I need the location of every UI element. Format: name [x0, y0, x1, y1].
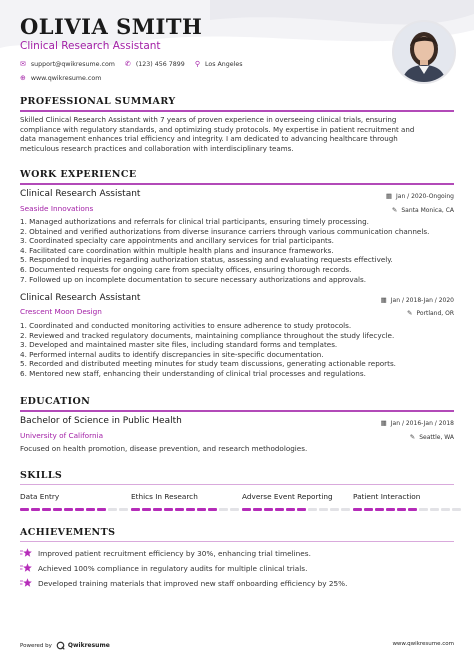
achievements-divider	[20, 541, 454, 542]
phone-text: (123) 456 7899	[135, 60, 185, 68]
star-icon	[20, 578, 32, 588]
skill-dot	[319, 508, 328, 511]
education-description: Focused on health promotion, disease prevention, and research methodologies.	[20, 444, 308, 453]
location-contact	[195, 60, 243, 68]
job-dates	[386, 192, 454, 200]
qwikresume-logo-icon	[56, 641, 65, 650]
achievement-text: Improved patient recruitment efficiency by 30%, enhancing trial timelines.	[38, 548, 311, 558]
job-bullets	[20, 321, 460, 379]
skill-label: Adverse Event Reporting	[242, 492, 333, 501]
job-company[interactable]: Seaside Innovations	[20, 204, 94, 213]
skills-divider	[20, 484, 454, 485]
globe-icon: ⊕	[20, 74, 26, 82]
list-item: 4. Facilitated care coordination within multiple health plans and insurance frameworks.	[20, 245, 334, 255]
website-text: www.qwikresume.com	[30, 74, 102, 82]
pushpin-icon: ✎	[391, 206, 398, 214]
job-dates	[381, 296, 454, 304]
skill-label: Data Entry	[20, 492, 60, 501]
profile-photo	[392, 20, 456, 84]
skill-dot	[142, 508, 151, 511]
education-location	[410, 433, 454, 441]
summary-heading: PROFESSIONAL SUMMARY	[20, 96, 176, 107]
skill-dot	[308, 508, 317, 511]
website-contact[interactable]	[20, 74, 101, 82]
skill-dot	[419, 508, 428, 511]
list-item: 5. Responded to inquiries regarding authorization status, assessing and evaluating requests effectively.	[20, 255, 393, 265]
footer-url[interactable]: www.qwikresume.com	[392, 641, 454, 647]
skill-dot	[197, 508, 206, 511]
footer-branding	[20, 641, 110, 650]
skill-dot	[108, 508, 117, 511]
skill-dot	[64, 508, 73, 511]
achievement-item	[20, 548, 311, 558]
skill-dot	[153, 508, 162, 511]
achievement-text: Achieved 100% compliance in regulatory audits for multiple clinical trials.	[38, 563, 308, 573]
candidate-title: Clinical Research Assistant	[20, 40, 161, 52]
skill-dot	[341, 508, 350, 511]
skill-dot	[364, 508, 373, 511]
list-item: 1. Coordinated and conducted monitoring activities to ensure adherence to study protocols.	[20, 321, 352, 330]
list-item: 3. Coordinated specialty care appointments and ancillary services for trial participants.	[20, 236, 334, 246]
achievement-text: Developed training materials that improved new staff onboarding efficiency by 25%.	[38, 578, 348, 588]
skill-dot	[86, 508, 95, 511]
skill-dot	[441, 508, 450, 511]
pushpin-icon: ✎	[409, 433, 416, 441]
list-item: 6. Documented requests for ongoing care from specialty offices, ensuring thorough records.	[20, 264, 352, 274]
brand-text: Qwikresume	[67, 642, 110, 649]
skill-dot	[119, 508, 128, 511]
job-bullets	[20, 217, 460, 284]
skill-dot	[53, 508, 62, 511]
brand-link[interactable]	[56, 641, 110, 650]
skill-dot	[430, 508, 439, 511]
skill-rating	[353, 508, 463, 511]
skill-dot	[31, 508, 40, 511]
summary-line: meticulous research practices and collaboration with interdisciplinary teams.	[20, 143, 294, 153]
skill-rating	[20, 508, 130, 511]
skill-dot	[131, 508, 140, 511]
skill-dot	[230, 508, 239, 511]
calendar-icon: ▦	[385, 192, 393, 200]
skill-dot	[175, 508, 184, 511]
skill-rating	[242, 508, 352, 511]
star-icon	[20, 548, 32, 558]
skill-dot	[75, 508, 84, 511]
skill-dot	[97, 508, 106, 511]
achievement-item	[20, 578, 347, 588]
list-item: 3. Developed and maintained master site files, including standard forms and templates.	[20, 340, 338, 350]
calendar-icon: ▦	[380, 296, 387, 304]
education-heading: EDUCATION	[20, 396, 91, 407]
skill-dot	[219, 508, 228, 511]
summary-line: Skilled Clinical Research Assistant with 7 years of proven experience in overseeing clinical trials, ensuring	[20, 115, 397, 124]
pushpin-icon: ✎	[406, 309, 413, 317]
job-location	[392, 206, 454, 214]
list-item: 4. Performed internal audits to identify discrepancies in site-specific documentation.	[20, 349, 324, 359]
phone-icon: ✆	[124, 60, 131, 68]
job-location-text: Portland, OR	[416, 309, 454, 317]
skills-heading: SKILLS	[20, 470, 63, 481]
job-dates-text: Jan / 2018-Jan / 2020	[390, 296, 454, 304]
skill-item	[353, 492, 453, 501]
degree-title: Bachelor of Science in Public Health	[20, 416, 182, 426]
skill-dot	[208, 508, 217, 511]
candidate-name: OLIVIA SMITH	[20, 14, 203, 39]
education-divider	[20, 410, 454, 412]
job-location	[407, 309, 454, 317]
skill-rating	[131, 508, 241, 511]
summary-line: data management enhances trial efficiency and integrity. I am dedicated to advancing healthcare through	[20, 134, 398, 144]
skill-label: Patient Interaction	[353, 492, 421, 501]
list-item: 1. Managed authorizations and referrals for clinical trial participants, ensuring timely processing.	[20, 217, 369, 226]
job-company[interactable]: Crescent Moon Design	[20, 307, 102, 316]
education-dates-text: Jan / 2016-Jan / 2018	[390, 419, 454, 427]
skill-dot	[375, 508, 384, 511]
powered-by-text: Powered by	[20, 642, 52, 649]
star-icon	[20, 563, 32, 573]
skill-dot	[264, 508, 273, 511]
phone-contact	[125, 60, 185, 68]
skill-dot	[397, 508, 406, 511]
calendar-icon: ▦	[380, 419, 387, 427]
skill-dot	[297, 508, 306, 511]
list-item: 5. Recorded and distributed meeting minutes for study team discussions, generating actionable reports.	[20, 359, 396, 369]
summary-divider	[20, 110, 454, 112]
job-location-text: Santa Monica, CA	[401, 206, 454, 214]
skill-dot	[330, 508, 339, 511]
skill-label: Ethics In Research	[131, 492, 198, 501]
envelope-icon: ✉	[20, 60, 26, 68]
list-item: 2. Reviewed and tracked regulatory documents, maintaining compliance throughout the study lifecycle.	[20, 330, 395, 340]
achievements-heading: ACHIEVEMENTS	[20, 527, 116, 538]
job-title: Clinical Research Assistant	[20, 189, 141, 199]
skill-dot	[164, 508, 173, 511]
location-text: Los Angeles	[204, 60, 243, 68]
contact-row	[20, 60, 253, 68]
skill-dot	[242, 508, 251, 511]
skill-item	[20, 492, 120, 501]
skill-dot	[386, 508, 395, 511]
skill-dot	[186, 508, 195, 511]
location-pin-icon: ⚲	[194, 60, 200, 68]
achievement-item	[20, 563, 307, 573]
job-title: Clinical Research Assistant	[20, 293, 141, 303]
summary-text	[20, 115, 456, 153]
skill-dot	[20, 508, 29, 511]
email-contact[interactable]	[20, 60, 115, 68]
skill-dot	[286, 508, 295, 511]
school-name[interactable]: University of California	[20, 431, 104, 440]
experience-heading: WORK EXPERIENCE	[20, 169, 137, 180]
list-item: 2. Obtained and verified authorizations from diverse insurance carriers through various communication channels.	[20, 226, 430, 236]
job-dates-text: Jan / 2020-Ongoing	[396, 192, 454, 200]
skill-dot	[408, 508, 417, 511]
summary-line: compliance with regulatory standards, and optimizing study protocols. My expertise in patient recruitment and	[20, 124, 415, 134]
skill-dot	[353, 508, 362, 511]
skill-dot	[42, 508, 51, 511]
person-avatar-icon	[394, 22, 454, 82]
education-dates	[381, 419, 454, 427]
education-location-text: Seattle, WA	[419, 433, 454, 441]
email-text: support@qwikresume.com	[30, 60, 115, 68]
list-item: 7. Followed up on incomplete documentation to secure necessary authorizations and approvals.	[20, 274, 367, 284]
skill-dot	[253, 508, 262, 511]
skill-item	[242, 492, 342, 501]
list-item: 6. Mentored new staff, enhancing their understanding of clinical trial processes and regulations.	[20, 368, 366, 378]
skill-dot	[452, 508, 461, 511]
skill-item	[131, 492, 231, 501]
experience-divider	[20, 183, 454, 185]
skill-dot	[275, 508, 284, 511]
